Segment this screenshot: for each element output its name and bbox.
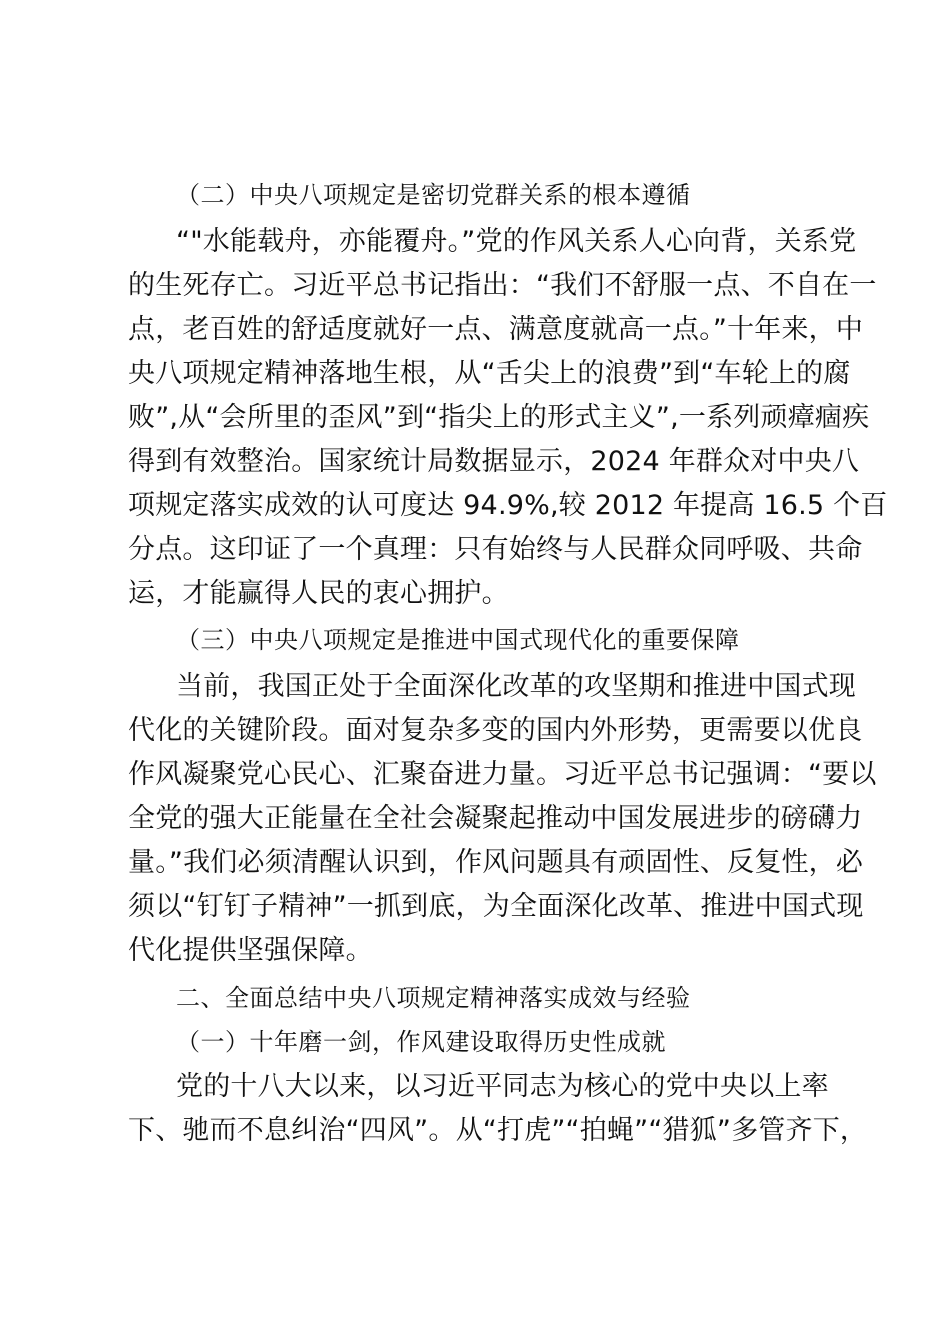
paragraph-line: 量。”我们必须清醒认识到，作风问题具有顽固性、反复性，必 — [128, 847, 864, 878]
paragraph-line: “"水能载舟，亦能覆舟。”党的作风关系人心向背，关系党 — [176, 226, 857, 257]
paragraph-line: 作风凝聚党心民心、汇聚奋进力量。习近平总书记强调：“要以 — [128, 759, 877, 790]
paragraph-line: 点，老百姓的舒适度就好一点、满意度就高一点。”十年来，中 — [128, 314, 864, 345]
paragraph-line: 分点。这印证了一个真理：只有始终与人民群众同呼吸、共命 — [128, 534, 863, 565]
subsection-heading-1: （一）十年磨一剑，作风建设取得历史性成就 — [176, 1028, 666, 1056]
paragraph-line: 全党的强大正能量在全社会凝聚起推动中国发展进步的磅礴力 — [128, 803, 863, 834]
paragraph-line: 项规定落实成效的认可度达 94.9%,较 2012 年提高 16.5 个百 — [128, 490, 888, 521]
paragraph-line: 当前，我国正处于全面深化改革的攻坚期和推进中国式现 — [176, 671, 856, 702]
paragraph-line: 运，才能赢得人民的衷心拥护。 — [128, 578, 509, 609]
paragraph-line: 党的十八大以来，以习近平同志为核心的党中央以上率 — [176, 1071, 829, 1102]
paragraph-line: 须以“钉钉子精神”一抓到底，为全面深化改革、推进中国式现 — [128, 891, 864, 922]
paragraph-line: 得到有效整治。国家统计局数据显示，2024 年群众对中央八 — [128, 446, 860, 477]
paragraph-line: 代化的关键阶段。面对复杂多变的国内外形势，更需要以优良 — [128, 715, 863, 746]
section-heading-3: （三）中央八项规定是推进中国式现代化的重要保障 — [176, 626, 740, 654]
paragraph-line: 下、驰而不息纠治“四风”。从“打虎”“拍蝇”“猎狐”多管齐下， — [128, 1115, 868, 1146]
paragraph-line: 央八项规定精神落地生根，从“舌尖上的浪费”到“车轮上的腐 — [128, 358, 851, 389]
part-heading-2: 二、全面总结中央八项规定精神落实成效与经验 — [176, 984, 691, 1012]
paragraph-line: 败”,从“会所里的歪风”到“指尖上的形式主义”,一系列顽瘴痼疾 — [128, 402, 870, 433]
paragraph-line: 代化提供坚强保障。 — [128, 935, 373, 966]
paragraph-line: 的生死存亡。习近平总书记指出：“我们不舒服一点、不自在一 — [128, 270, 877, 301]
section-heading-2: （二）中央八项规定是密切党群关系的根本遵循 — [176, 181, 691, 209]
